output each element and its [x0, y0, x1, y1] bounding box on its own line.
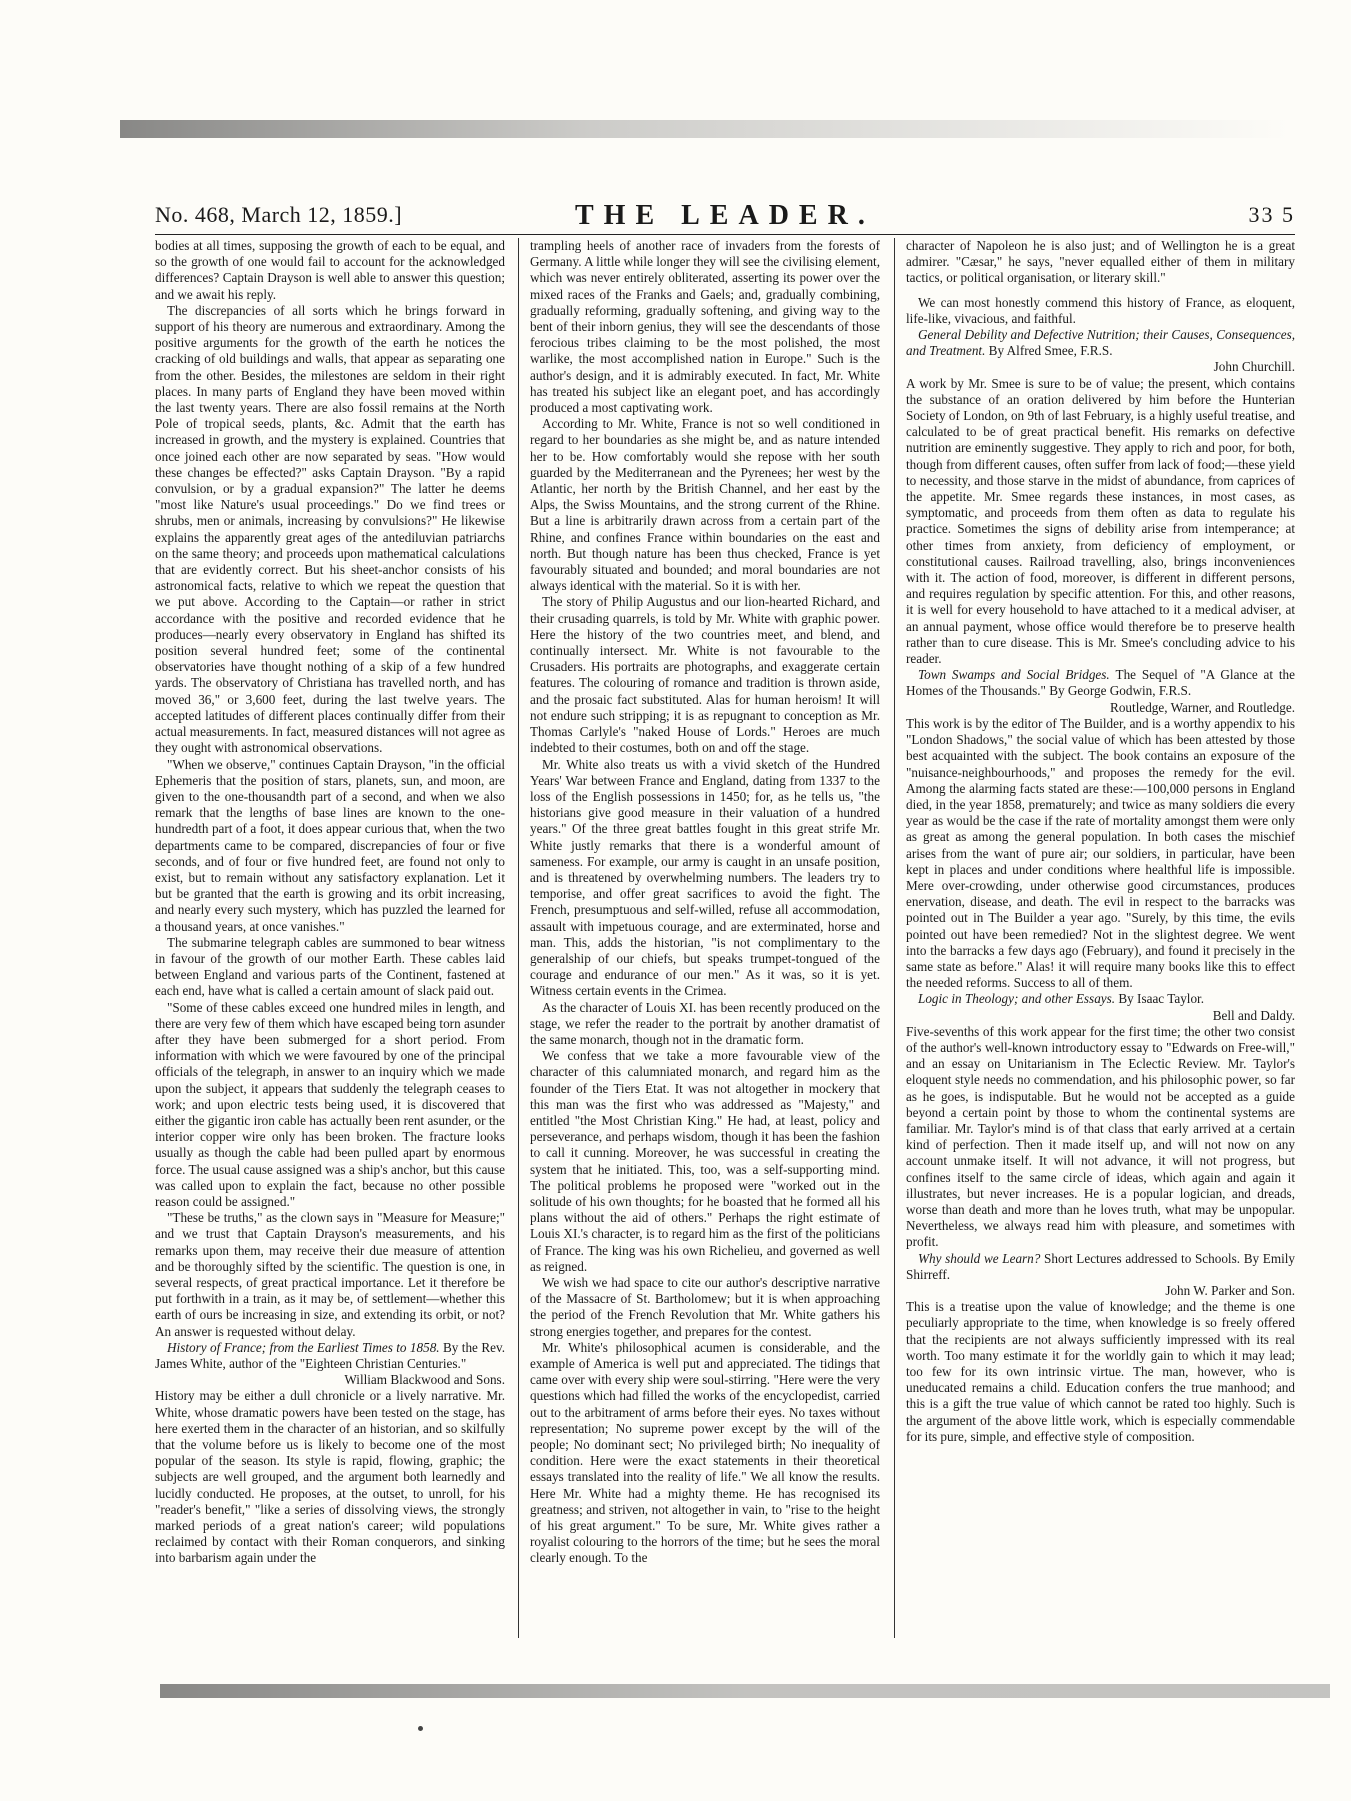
- publisher: Bell and Daldy.: [1212, 1007, 1295, 1023]
- review-byline: By Alfred Smee, F.R.S.: [988, 343, 1113, 359]
- review-heading: [906, 991, 1295, 1007]
- paragraph: The discrepancies of all sorts which he brings forward in support of his theory are numerous and extraordinary. Among the positive arguments for the growth of the earth he notices the cracking of old buildings and walls, that appear as separating one from the other. Besides, the milestones are seldom in their right places. In many parts of England they have been moved within the last twenty years. There are also fossil remains at the North Pole of tropical seeds, plants, &c. Admit that the earth has increased in growth, and the mystery is explained. Countries that once joined each other are now separated by seas. "How would these changes be effected?" asks Captain Drayson. "By a rapid convulsion, or by a gradual expansion?" The latter he deems "most like Nature's usual proceedings." Do we find trees or shrubs, men or animals, increasing by convulsions?" He likewise explains the apparently great ages of the antediluvian patriarchs on the same theory; and proceeds upon mathematical calculations that are evidently correct. But his sheet-anchor consists of his astronomical facts, relative to which we repeat the question that we put above. According to the Captain—or rather in strict accordance with the positive and recorded evidence that he produces—nearly every observatory in England has shifted its position several hundred feet; some of the continental observatories have thought nothing of a skip of a few hundred yards. The observatory of Christiana has travelled north, and has moved 36," or 3,600 feet, during the last twelve years. The accepted latitudes of different places continually differ from their actual measurements. In fact, measured distances will not agree as they ought with astronomical observations.: [155, 302, 505, 756]
- column-1: [155, 238, 505, 1638]
- paragraph: As the character of Louis XI. has been recently produced on the stage, we refer the reader to the portrait by another dramatist of the same monarch, though not in the dramatic form.: [530, 999, 880, 1047]
- paragraph: Mr. White also treats us with a vivid sketch of the Hundred Years' War between France and England, dating from 1337 to the loss of the English possessions in 1450; for, as he tells us, "the historians give good measure in their valuation of a hundred years." Of the three great battles fought in this great strife Mr. White justly remarks that there is a wonderful amount of sameness. For example, our army is caught in an unsafe position, and is threatened by overwhelming numbers. The leaders try to temporise, and offer great sacrifices to avoid the fight. The French, presumptuous and self-willed, refuse all accommodation, assault with impetuous courage, and are exterminated, horse and man. This, adds the historian, "is not complimentary to the generalship of our chiefs, but speaks trumpet-tongued of the courage and endurance of our men." As it was, so it is yet. Witness certain events in the Crimea.: [530, 756, 880, 999]
- column-rule: [518, 238, 519, 1638]
- publisher: John W. Parker and Son.: [1165, 1283, 1295, 1298]
- column-3: [906, 238, 1295, 1638]
- issue-line: No. 468, March 12, 1859.]: [155, 202, 403, 227]
- review-byline: By Isaac Taylor.: [1118, 991, 1205, 1007]
- paragraph: The story of Philip Augustus and our lion-hearted Richard, and their crusading quarrels, is told by Mr. White with graphic power. Here the history of the two countries meet, and blend, and continually intersect. Mr. White is not favourable to the Crusaders. His portraits are photographs, and exaggerate certain features. The colouring of romance and tradition is thrown aside, and the prosaic fact substituted. Alas for human heroism! It will not endure such stripping; it is as repugnant to conception as Mr. Thomas Carlyle's "naked House of Lords." Heroes are much indebted to their costumes, both on and off the stage.: [530, 594, 880, 756]
- review-byline: By the Rev. James White, author of the "Eighteen Christian Centuries.": [155, 1339, 505, 1372]
- paragraph: We wish we had space to cite our author's descriptive narrative of the Massacre of St. Bartholomew; but it is when approaching the period of the French Revolution that Mr. White gathers his strong energies together, and prepares for the contest.: [530, 1275, 880, 1339]
- publisher: John Churchill.: [1213, 359, 1295, 375]
- review-heading: [906, 1251, 1295, 1283]
- publisher: Routledge, Warner, and Routledge.: [1110, 699, 1295, 715]
- paragraph: Five-sevenths of this work appear for the first time; the other two consist of the author's well-known introductory essay to "Edwards on Free-will," and an essay on Unitarianism in The Eclectic Review. Mr. Taylor's eloquent style needs no commendation, and his philosophic power, so far as he goes, is indisputable. But he would not be accepted as a guide beyond a certain point by those to whom the continental systems are familiar. Mr. Taylor's mind is of that class that early arrived at a certain kind of perfection. Then it made itself up, and will not now on any account unmake itself. It will not advance, it will not progress, but confines itself to the same circle of ideas, which again and again it illustrates, but never increases. He is a popular logician, and dreads, worse than death and more than he loves truth, what may be unpopular. Nevertheless, we always read him with pleasure, and sometimes with profit.: [906, 1023, 1295, 1250]
- review-byline: Short Lectures addressed to Schools. By Emily Shirreff.: [906, 1250, 1295, 1282]
- ink-dot: [418, 1726, 423, 1731]
- review-title: General Debility and Defective Nutrition; their Causes, Consequences, and Treatment.: [906, 327, 1295, 359]
- review-heading: [155, 1340, 505, 1372]
- scan-smudge-top: [120, 120, 1290, 138]
- review-title: History of France; from the Earliest Times to 1858.: [167, 1339, 440, 1355]
- paragraph: We can most honestly commend this history of France, as eloquent, life-like, vivacious, and faithful.: [906, 294, 1295, 326]
- paragraph: History may be either a dull chronicle or a lively narrative. Mr. White, whose dramatic powers have been tested on the stage, has here exerted them in the character of an historian, and so skilfully that the volume before us is likely to become one of the most popular of the season. Its style is rapid, flowing, graphic; the subjects are well grouped, and the argument both learnedly and lucidly conducted. He proposes, at the outset, to unroll, for his "reader's benefit," "like a series of dissolving views, the strongly marked periods of a great nation's career; wild populations reclaimed by contact with their Roman conquerors, and sinking into barbarism again under the: [155, 1388, 505, 1566]
- paragraph: This is a treatise upon the value of knowledge; and the theme is one peculiarly appropriate to the time, when knowledge is so freely offered that the recipients are not always sufficiently impressed with its real worth. Too many estimate it for the worldly gain to which it may lead; too few for its own intrinsic virtue. The man, however, who is uneducated remains a child. Education confers the true manhood; and this is a gift the true value of which cannot be rated too highly. Such is the argument of the above little work, which is especially commendable for its pure, simple, and effective style of composition.: [906, 1299, 1295, 1444]
- newspaper-title: THE LEADER.: [575, 200, 875, 231]
- paragraph: character of Napoleon he is also just; and of Wellington he is a great admirer. "Cæsar," he says, "never equalled either of them in military tactics, or political organisation, or literary skill.": [906, 238, 1295, 286]
- paragraph: "These be truths," as the clown says in "Measure for Measure;" and we trust that Captain Drayson's measurements, and his remarks upon them, may receive their due measure of attention and be thoroughly sifted by the scientific. The question is one, in several respects, of great practical importance. Let it therefore be put forthwith in a train, as it may be, of settlement—whether this earth of ours be increasing in size, and extending its orbit, or not? An answer is requested without delay.: [155, 1210, 505, 1339]
- publisher: William Blackwood and Sons.: [344, 1372, 505, 1388]
- review-heading: [906, 667, 1295, 699]
- scan-smudge-bottom: [160, 1684, 1330, 1698]
- masthead: [155, 200, 1295, 235]
- paragraph: Mr. White's philosophical acumen is considerable, and the example of America is well put and appreciated. The tidings that came over with every ship were soul-stirring. "Here were the very questions which had filled the works of the encyclopedist, carried out to the arbitrament of arms before their eyes. No taxes without representation; No supreme power except by the will of the people; No dominant sect; No privileged birth; No inequality of condition. Here were the exact statements in their theoretical essays translated into the reality of life." We all know the results. Here Mr. White had a mighty theme. He has recognised its greatness; and striven, not altogether in vain, to "rise to the height of his great argument." To be sure, Mr. White gives rather a royalist colouring to the horrors of the time; but he sees the moral clearly enough. To the: [530, 1339, 880, 1566]
- review-byline: The Sequel of "A Glance at the Homes of the Thousands." By George Godwin, F.R.S.: [906, 667, 1295, 699]
- paragraph: "Some of these cables exceed one hundred miles in length, and there are very few of them which have escaped being torn asunder after they have been submerged for a short period. From information with which we were favoured by one of the principal officials of the telegraph, in answer to an inquiry which we made upon the subject, it appears that suddenly the telegraph ceases to work; and upon electric tests being used, it is discovered that either the gigantic iron cable has actually been rent asunder, or the interior copper wire only has been broken. The fracture looks usually as though the cable had been pulled apart by enormous force. The usual cause assigned was a ship's anchor, but this cause was called upon to explain the fact, because no other possible reason could be assigned.": [155, 999, 505, 1209]
- page-number: 33 5: [1248, 202, 1295, 227]
- paragraph: The submarine telegraph cables are summoned to bear witness in favour of the growth of our mother Earth. These cables laid between England and various parts of the Continent, fastened at each end, have what is called a certain amount of slack paid out.: [155, 934, 505, 999]
- paragraph: According to Mr. White, France is not so well conditioned in regard to her boundaries as she might be, and as nature intended her to be. How comfortably would she repose with her south guarded by the Mediterranean and the Pyrenees; her west by the Atlantic, her north by the British Channel, and her east by the Alps, the Swiss Mountains, and the strong current of the Rhine. But a line is arbitrarily drawn across from a certain part of the Rhine, and confines France within boundaries on the east and north. But though nature has been thus checked, France is yet favourably situated and bounded; and moral boundaries are not always identical with the material. So it is with her.: [530, 416, 880, 594]
- review-title: Why should we Learn?: [918, 1250, 1041, 1266]
- review-title: Town Swamps and Social Bridges.: [918, 667, 1110, 683]
- column-2: [530, 238, 880, 1638]
- review-title: Logic in Theology; and other Essays.: [918, 991, 1116, 1007]
- paragraph: "When we observe," continues Captain Drayson, "in the official Ephemeris that the position of stars, planets, sun, and moon, are given to the one-thousandth part of a second, and when we also remark that the lengths of base lines are known to the one-hundredth part of a foot, it does appear curious that, when the two departments came to be compared, discrepancies of four or five seconds, and of four or five hundred feet, are found not only to exist, but to remain without any satisfactory explanation. Let it but be granted that the earth is growing and its orbit increasing, and nearly every such mystery, which has puzzled the learned for a thousand years, at once vanishes.": [155, 756, 505, 934]
- paragraph: We confess that we take a more favourable view of the character of this calumniated monarch, and regard him as the founder of the Tiers Etat. It was not altogether in mockery that this man was the first who was addressed as "Majesty," and entitled "the Most Christian King." He had, at least, policy and perseverance, and perhaps wisdom, though it has been the fashion to call it cunning. Moreover, he was successful in creating the system that he initiated. This, too, was a self-supporting mind. The political problems he proposed were "worked out in the solitude of his own thoughts; for he boasted that he formed all his plans without the aid of others." Perhaps the right estimate of Louis XI.'s character, is to regard him as the first of the politicians of France. The king was his own Richelieu, and governed as well as reigned.: [530, 1048, 880, 1274]
- paragraph: This work is by the editor of The Builder, and is a worthy appendix to his "London Shadows," the social value of which has been attested by those best acquainted with the subject. The book contains an exposure of the "nuisance-neighbourhoods," and proposes the remedy for the evil. Among the alarming facts stated are these:—100,000 persons in England died, in the year 1858, prematurely; and twice as many soldiers die every year as would be the case if the rate of mortality amongst them were only as great as among the general population. In both cases the mischief arises from the want of pure air; our soldiers, in particular, have been kept in places and under conditions where healthful life is impossible. Mere over-crowding, under otherwise good circumstances, produces enervation, disease, and death. The evil in respect to the barracks was pointed out in The Builder a year ago. "Surely, by this time, the evils pointed out have been remedied? Not in the slightest degree. We went into the barracks a few days ago (February), and found it precisely in the same state as before." Alas! it will require many books like this to effect the needed reforms. Success to all of them.: [906, 715, 1295, 991]
- paragraph: bodies at all times, supposing the growth of each to be equal, and so the growth of one would fail to account for the acknowledged differences? Captain Drayson is well able to answer this question; and we await his reply.: [155, 238, 505, 302]
- column-rule: [894, 238, 895, 1638]
- paragraph: trampling heels of another race of invaders from the forests of Germany. A little while longer they will see the civilising element, which was never entirely obliterated, asserting its power over the mixed races of the Franks and Gaels; and, gradually combining, gradually reforming, gradually softening, and giving way to the bent of their inborn genius, they will see the descendants of those ferocious tribes claiming to be the most polished, the most warlike, the most accomplished nation in Europe." Such is the author's design, and it is admirably executed. In fact, Mr. White has treated his subject like an elegant poet, and has accordingly produced a most captivating work.: [530, 238, 880, 416]
- paragraph: A work by Mr. Smee is sure to be of value; the present, which contains the substance of an oration delivered by him before the Hunterian Society of London, on 9th of last February, is a highly useful treatise, and calculated to be of great practical benefit. His remarks on defective nutrition are eminently suggestive. They apply to rich and poor, for both, though from different causes, often suffer from lack of food;—these yield to necessity, and those starve in the midst of abundance, from caprices of the appetite. Mr. Smee regards these instances, in most cases, as symptomatic, and proceeds from them often as data to regulate his practice. Sometimes the signs of debility arise from intemperance; at other times from anxiety, from deficiency of employment, or constitutional causes. Railroad travelling, also, brings inconveniences with it. The action of food, moreover, is different in different persons, and requires regulation by specific attention. For this, and other reasons, it is well for every household to have attached to it a medical adviser, at an annual payment, whose office would therefore be to preserve health rather than to cure disease. This is Mr. Smee's concluding advice to his reader.: [906, 375, 1295, 667]
- review-heading: [906, 327, 1295, 359]
